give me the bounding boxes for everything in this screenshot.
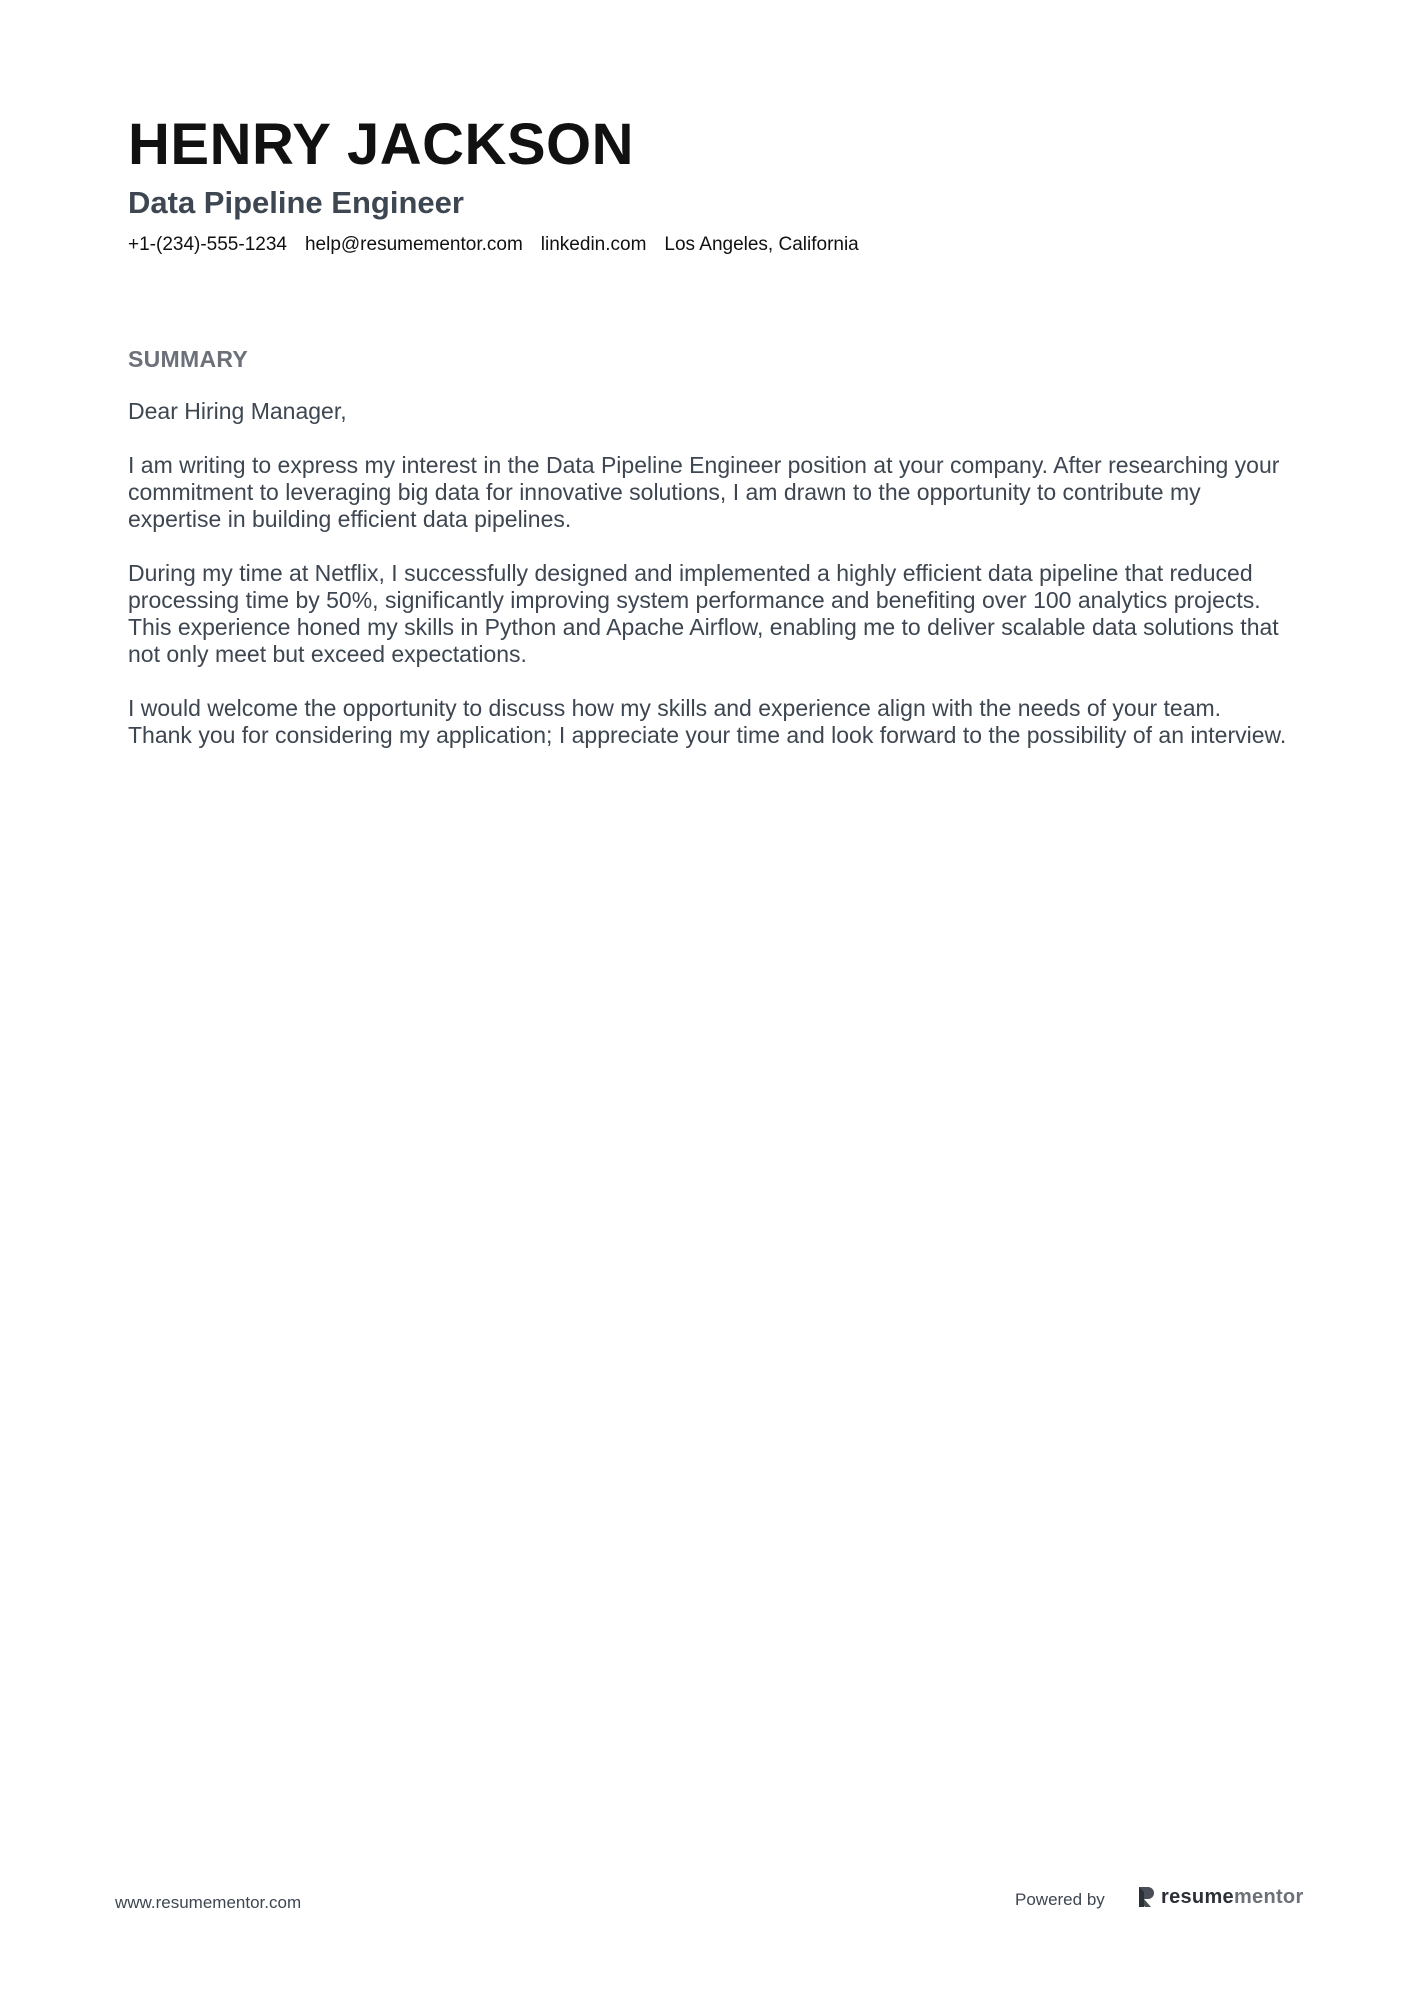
summary-heading: SUMMARY: [128, 346, 249, 372]
brand-wordmark-light: mentor: [1233, 1886, 1304, 1908]
footer-website-link[interactable]: www.resumementor.com: [115, 1893, 302, 1912]
job-title: Data Pipeline Engineer: [128, 185, 464, 220]
brand-logo[interactable]: [1137, 1885, 1304, 1909]
contact-location: Los Angeles, California: [664, 234, 859, 255]
letter-body: [128, 398, 1288, 776]
brand-wordmark-bold: resume: [1161, 1886, 1234, 1908]
contact-email[interactable]: help@resumementor.com: [304, 234, 523, 255]
resumementor-logo-icon: [1137, 1886, 1155, 1908]
contact-linkedin[interactable]: linkedin.com: [540, 234, 647, 255]
contact-info: [128, 232, 859, 258]
letter-paragraph: During my time at Netflix, I successfully designed and implemented a highly efficient data pipeline that reduced processing time by 50%, significantly improving system performance and benefiting over 100 analytics projects. This experience honed my skills in Python and Apache Airflow, enabling me to deliver scalable data solutions that not only meet but exceed expectations.: [128, 560, 1279, 667]
contact-phone: +1-(234)-555-1234: [128, 234, 287, 255]
brand-wordmark: [1161, 1885, 1304, 1909]
powered-by-label: Powered by: [1015, 1890, 1105, 1909]
candidate-name: HENRY JACKSON: [128, 112, 635, 177]
letter-paragraph: I am writing to express my interest in the Data Pipeline Engineer position at your company. After researching your commitment to leveraging big data for innovative solutions, I am drawn to the opportunity to contribute my expertise in building efficient data pipelines.: [128, 452, 1280, 532]
letter-salutation: Dear Hiring Manager,: [128, 398, 347, 424]
letter-paragraph: I would welcome the opportunity to discuss how my skills and experience align with the needs of your team. Thank you for considering my application; I appreciate your time and look forward to the possibility of an interview.: [128, 695, 1287, 748]
